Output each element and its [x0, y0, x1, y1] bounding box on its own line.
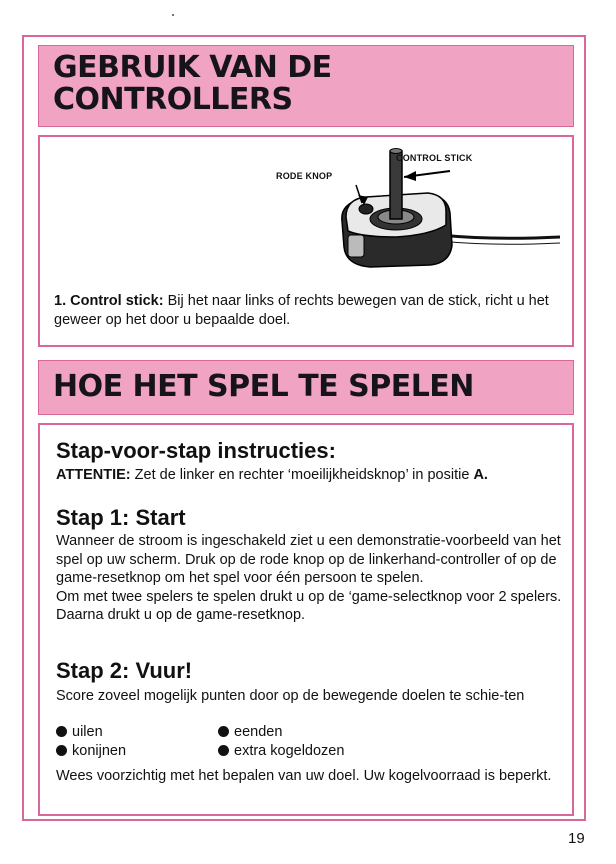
list-item: extra kogeldozen — [218, 743, 344, 759]
attention-text: Zet de linker en rechter ‘moeilijkheidsknop’ in positie — [130, 467, 474, 483]
page-number: 19 — [568, 830, 585, 847]
bullet-icon — [56, 726, 67, 737]
step-2-paragraph: Score zoveel mogelijk punten door op de bewegende doelen te schie-ten — [56, 688, 525, 704]
step-1-text — [56, 532, 564, 625]
step-1-paragraph-2: Om met twee spelers te spelen drukt u op de ‘game-selectknop voor 2 spelers. Daarna drukt u op de game-resetknop. — [56, 588, 562, 623]
section-title-howto: HOE HET SPEL TE SPELEN — [53, 369, 474, 404]
section-banner-controllers — [38, 45, 574, 127]
section-title-controllers: GEBRUIK VAN DE CONTROLLERS — [53, 50, 332, 118]
attention-note — [56, 466, 564, 485]
heading-step-instructions: Stap-voor-stap instructies: — [56, 438, 336, 463]
instructions-panel — [38, 423, 574, 816]
list-item: konijnen — [56, 743, 126, 759]
speck — [172, 14, 174, 16]
step-1-paragraph-1: Wanneer de stroom is ingeschakeld ziet u een demonstratie-voorbeeld van het spel op uw scherm. Druk op de rode knop op de linkerhand-controller of op de game-resetknop om het spel voor één persoon te spelen. — [56, 533, 561, 586]
aim-warning: Wees voorzichtig met het bepalen van uw doel. Uw kogelvoorraad is beperkt. — [56, 768, 552, 784]
section-banner-howto — [38, 360, 574, 415]
heading-step-2: Stap 2: Vuur! — [56, 658, 193, 683]
attention-position: A. — [473, 467, 488, 483]
list-item: eenden — [218, 724, 282, 740]
bullet-icon — [218, 726, 229, 737]
bullet-icon — [218, 745, 229, 756]
list-item: uilen — [56, 724, 103, 740]
caption-text: Bij het naar links of rechts bewegen van de stick, richt u het geweer op het door u bepaalde doel. — [54, 293, 549, 328]
control-stick-caption — [54, 292, 564, 330]
label-rode-knop: RODE KNOP — [276, 171, 333, 181]
controller-panel — [38, 135, 574, 347]
bullet-icon — [56, 745, 67, 756]
attention-label: ATTENTIE: — [56, 467, 131, 483]
label-control-stick: CONTROL STICK — [396, 153, 473, 163]
caption-bold: 1. Control stick: — [54, 293, 164, 309]
heading-step-1: Stap 1: Start — [56, 505, 186, 530]
